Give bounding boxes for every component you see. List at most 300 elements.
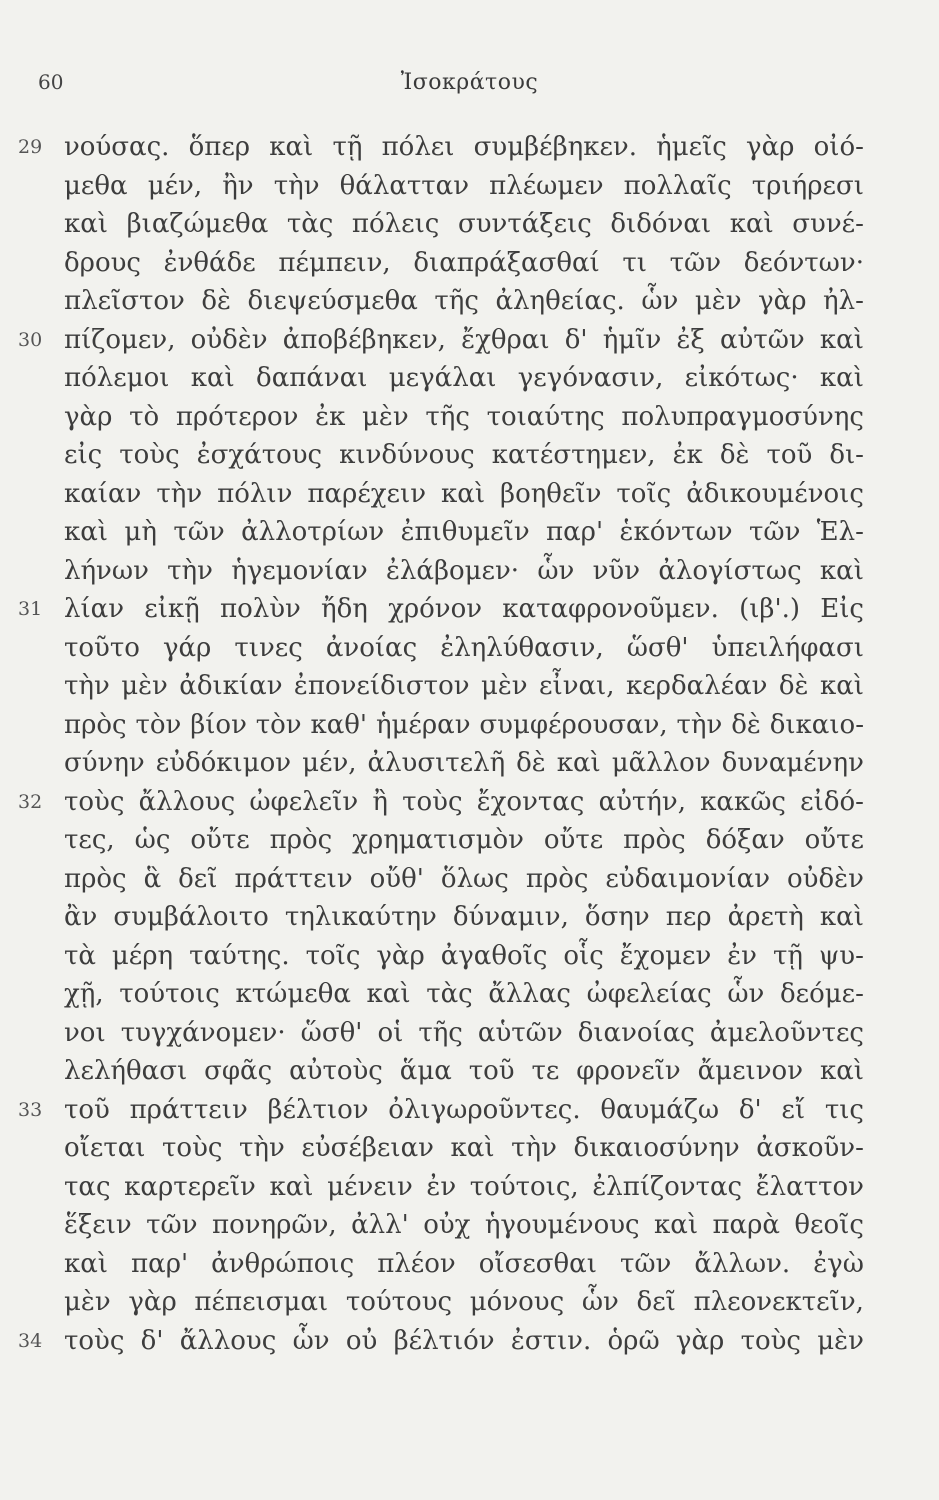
word: νῦν [592,555,641,586]
text-line [18,590,864,629]
word: τῶν [146,1210,198,1240]
word: τὰ [64,940,96,971]
word: ὅπερ [188,132,251,162]
word: ἀληθείας. [495,286,625,316]
word: καὶ [819,1056,864,1086]
word: ἀδικουμένοις [686,478,864,509]
word: καὶ [64,209,109,239]
word: ψυ- [818,940,864,971]
word: πόλεις [351,209,440,239]
word: ἀνθρώποις [211,1248,355,1279]
word: ἑκόντων [619,517,733,547]
word: τις [824,1094,864,1125]
word: τοῖς [305,940,361,971]
word: βέλτιον [267,1094,369,1125]
word: λίαν [64,594,125,624]
word: τε [531,1056,560,1086]
word: μὲν [362,401,409,432]
text-line [64,975,864,1014]
word: εἰκῇ [144,594,200,624]
word: ἡγεμονίαν [231,555,368,586]
word: μὲν [817,1325,864,1356]
word: ἐπονείδιστον [293,671,470,701]
word: τι [622,247,647,278]
word: γὰρ [758,286,807,316]
word: ἄλλας [488,979,571,1009]
word: χρηματισμὸν [352,825,524,855]
word: οὔτε [804,825,864,855]
word: δὲ [719,440,750,470]
word: εἶναι, [539,671,615,701]
word: διαπράξασθαί [413,247,600,278]
text-line [64,898,864,937]
word: παρὰ [712,1210,780,1240]
word: οὔθ' [369,863,424,894]
word: τὴν [239,1133,285,1163]
word: ὥσθ' [626,632,689,663]
word: καὶ [556,748,601,778]
word: διεψεύσμεθα [247,286,418,316]
word: καὶ [729,209,774,239]
word: τούτοις [119,979,220,1009]
text-line [18,1091,864,1130]
word: οὐδὲν [787,863,864,894]
word: βιαζώμεθα [126,209,269,239]
word: δυναμένην [721,748,864,778]
word: τῆς [418,1017,463,1048]
word: ἀλλ' [351,1210,409,1240]
word: αὐτῶν [719,324,805,355]
word: βίον [190,709,247,740]
word: σφᾶς [204,1056,273,1086]
word: τοῦ [64,1094,110,1125]
text-line [64,1014,864,1053]
word: δρους [64,247,141,278]
word: ὥσθ' [300,1017,363,1048]
word: γὰρ [675,1325,725,1356]
word: δεόντων· [743,247,864,278]
word: τοῦτο [64,632,140,663]
word: ἄλλους [138,786,236,817]
word: ἠλ- [823,286,864,316]
word: οὐδὲν [190,324,268,355]
text-line [64,1129,864,1168]
word: δ' [738,1094,762,1125]
word: συνέ- [792,209,864,239]
word: οὔτε [190,825,250,855]
word: πέπεισμαι [194,1287,329,1317]
word: ἐλάβομεν· [385,555,520,586]
text-line [18,783,864,822]
word: νούσας. [64,132,170,162]
text-line [64,359,864,398]
word: ἀσκοῦν- [756,1133,864,1163]
word: ἀποβέβηκεν, [282,324,446,355]
word: ὅσην [584,902,650,932]
section-number: 31 [18,598,43,620]
word: ἀλογίστως [658,555,802,586]
word: γάρ [162,632,212,663]
word: πλεονεκτεῖν, [693,1287,864,1317]
text-line [64,860,864,899]
word: ἕξειν [64,1210,132,1240]
word: ὑπειλήφασι [711,632,864,663]
word: καίαν [64,478,142,509]
word: ἐληλύθασιν, [440,632,604,663]
word: τοὺς [740,1325,801,1356]
text-line [64,244,864,283]
word: ἄλλων. [694,1248,791,1279]
word: τοῦ [468,1056,515,1086]
word: πρότερον [175,401,299,432]
word: τῶν [619,1248,672,1279]
word: καθ' [310,709,368,740]
text-line [64,513,864,552]
word: ἤδη [321,594,368,624]
word: δόξαν [705,825,785,855]
word: καὶ [819,324,864,355]
word: ἀρετὴ [727,902,804,932]
word: οἴσεσθαι [478,1248,597,1279]
word: εἰδό- [800,786,864,817]
word: τῇ [332,132,363,162]
word: βοηθεῖν [500,478,602,509]
text-line [64,167,864,206]
word: δύναμιν, [452,902,569,932]
word: ἐλπίζοντας [592,1171,743,1202]
word: πρὸς [525,863,589,894]
word: δικαιο- [769,709,864,740]
text-line [64,475,864,514]
word: θαυμάζω [600,1094,720,1125]
word: ἢ [372,786,388,817]
text-line [64,1245,864,1284]
word: Εἰς [820,594,864,624]
word: πίζομεν, [64,324,176,355]
word: οἴεται [64,1133,146,1163]
word: γὰρ [746,132,795,162]
word: ἐξ [676,324,705,355]
word: πλέον [377,1248,456,1279]
word: τὸ [129,401,160,432]
word: λελήθασι [64,1056,188,1086]
word: ἀνοίας [325,632,418,663]
word: τες, [64,825,115,855]
word: ὁρῶ [607,1325,660,1356]
word: βέλτιόν [393,1325,495,1356]
word: τῶν [669,247,722,278]
word: παρ' [131,1248,189,1279]
word: θάλατταν [339,170,470,201]
word: καὶ [819,671,864,701]
word: Ἑλ- [816,517,864,547]
word: ἐσχάτους [196,440,323,470]
word: ἂν [64,902,98,932]
word: ἔχοντας [476,786,585,817]
word: τυγχάνομεν· [120,1017,286,1048]
word: διδόναι [610,209,712,239]
word: δὲ [731,709,761,740]
word: τῆς [425,401,470,432]
word: ἀλυσιτελῆ [367,748,506,778]
word: ἅμα [399,1056,452,1086]
word: μὴ [124,517,157,547]
section-number: 29 [18,136,43,158]
word: ἀμελοῦντες [709,1017,864,1048]
word: τοῖς [616,478,672,509]
word: μᾶλλον [611,748,711,778]
word: φρονεῖν [576,1056,681,1086]
word: ὧν [292,1325,330,1356]
word: ὡς [134,825,171,855]
word: τῶν [748,517,801,547]
word: καὶ [819,363,864,393]
word: ἡγουμένους [484,1210,640,1240]
word: καταφρονοῦμεν. [502,594,719,624]
text-line [64,744,864,783]
word: τὰς [286,209,334,239]
word: τὴν [156,478,203,509]
word: ὠφελείας [586,979,712,1009]
word: ταύτης. [189,940,290,971]
word: καρτερεῖν [124,1171,256,1202]
word: ἡμεῖς [656,132,727,162]
word: πρὸς [269,825,333,855]
word: χῇ, [64,979,104,1009]
word: αὑτῶν [477,1017,563,1048]
word: αὐτοὺς [289,1056,383,1086]
word: εὐδόκιμον [155,748,292,778]
word: ὧν [727,979,765,1009]
word: μέν, [147,170,203,201]
text-line [18,1322,864,1361]
word: ἔχθραι [461,324,550,355]
word: πέμπειν, [278,247,391,278]
word: τὸν [255,709,302,740]
word: πράττειν [129,1094,248,1125]
word: δὲ [778,671,809,701]
text-line [64,1052,864,1091]
word: πολλαῖς [623,170,732,201]
word: ἡμῖν [602,324,662,355]
word: πολὺν [219,594,301,624]
text-line [64,398,864,437]
word: εὐδαιμονίαν [605,863,771,894]
word: ἄμεινον [697,1056,804,1086]
word: ὧν [641,286,679,316]
body-text [18,128,864,1360]
word: δ' [564,324,588,355]
word: γεγόνασιν, [517,363,664,393]
word: δεῖ [178,863,218,894]
word: τὴν [511,1133,557,1163]
word: τὴν [64,671,110,701]
word: οὐ [345,1325,378,1356]
text-line [64,282,864,321]
word: πρὸς [64,863,127,894]
word: συμβέβηκεν. [473,132,637,162]
word: μόνους [469,1287,565,1317]
word: καὶ [366,979,411,1009]
word: νοι [64,1017,106,1048]
word: ἃ [143,863,162,894]
text-line [64,1168,864,1207]
word: τηλικαύτην [284,902,437,932]
word: καὶ [819,555,864,586]
word: συμβάλοιτο [113,902,269,932]
word: μέρη [111,940,174,971]
word: τὸν [135,709,182,740]
word: ἐκ [672,440,703,470]
text-line [64,706,864,745]
word: δὲ [201,286,231,316]
word: τοιαύτης [486,401,605,432]
word: ἢν [222,170,254,201]
word: δεῖ [636,1287,676,1317]
text-line [18,321,864,360]
word: μὲν [480,671,528,701]
section-number: 30 [18,328,43,351]
word: τριήρεσι [751,170,864,201]
word: πολυπραγμοσύνης [621,401,864,432]
word: οἱ [377,1017,404,1048]
word: τὴν [167,555,213,586]
word: οἷς [563,940,604,971]
word: κερδαλέαν [625,671,768,701]
word: ἔλαττον [755,1171,864,1202]
word: τοὺς [64,1325,125,1356]
text-line [18,128,864,167]
word: πονηρῶν, [211,1210,337,1240]
word: τοὺς [64,786,125,817]
word: χρόνον [388,594,483,624]
word: ἔχομεν [619,940,712,971]
section-number: 34 [18,1329,43,1352]
word: καὶ [450,1133,495,1163]
word: συμφέρουσαν, [479,709,668,740]
page-number: 60 [38,70,64,94]
word: πρὸς [623,825,686,855]
page-header [0,70,939,100]
word: λήνων [64,555,149,586]
word: πόλεμοι [64,363,170,393]
word: καὶ [441,478,486,509]
word: ἐκ [315,401,346,432]
word: πρὸς [64,709,127,740]
word: τούτοις, [469,1171,579,1202]
word: καὶ [654,1210,699,1240]
word: ὧν [581,1287,619,1317]
word: μὲν [64,1287,111,1317]
word: δεόμε- [780,979,864,1009]
word: καὶ [269,1171,314,1202]
word: παρέχειν [307,478,427,509]
word: μεθα [64,170,128,201]
word: κατέστημεν, [491,440,656,470]
word: τούτους [345,1287,453,1317]
word: ἐνθάδε [163,247,256,278]
word: ἐν [727,940,757,971]
word: τῆς [434,286,479,316]
word: ἐν [426,1171,457,1202]
word: αὐτήν, [598,786,686,817]
word: δικαιοσύνην [573,1133,740,1163]
word: ἐπιθυμεῖν [400,517,530,547]
section-number: 33 [18,1098,43,1121]
word: διανοίας [577,1017,695,1048]
text-line [64,1206,864,1245]
word: πλέωμεν [489,170,604,201]
word: ἄλλους [179,1325,277,1356]
text-line [64,937,864,976]
running-title: Ἰσοκράτους [400,70,539,95]
word: δι- [829,440,864,470]
word: πλεῖστον [64,286,185,316]
word: γὰρ [64,401,113,432]
word: κτώμεθα [235,979,351,1009]
word: ὧν [537,555,575,586]
word: εἰκότως· [684,363,799,393]
text-line [64,629,864,668]
word: ὅλως [440,863,509,894]
word: μὲν [121,671,168,701]
word: μένειν [327,1171,413,1202]
word: τὴν [676,709,723,740]
word: τὰς [426,979,473,1009]
text-line [64,436,864,475]
word: τας [64,1171,111,1202]
word: δ' [140,1325,164,1356]
word: εὐσέβειαν [301,1133,434,1163]
word: σύνην [64,748,145,778]
text-line [64,552,864,591]
word: γὰρ [128,1287,177,1317]
word: ἀγαθοῖς [440,940,548,971]
word: τοῦ [766,440,813,470]
word: εἴ [781,1094,806,1125]
word: συντάξεις [457,209,592,239]
word: τινες [234,632,303,663]
word: οὐχ [423,1210,471,1240]
word: τοὺς [119,440,180,470]
word: οἰό- [813,132,864,162]
word: τῇ [772,940,803,971]
word: ἀλλοτρίων [241,517,385,547]
word: τῶν [173,517,225,547]
word: δὲ [516,748,546,778]
word: κακῶς [700,786,786,817]
word: θεοῖς [794,1210,864,1240]
word: πόλιν [217,478,293,509]
word: γὰρ [376,940,425,971]
word: (ιβ'.) [739,594,801,624]
text-line [64,667,864,706]
word: καὶ [190,363,235,393]
word: οὔτε [543,825,604,855]
word: καὶ [64,1248,109,1279]
word: ἡμέραν [375,709,471,740]
word: ὠφελεῖν [249,786,359,817]
word: εἰς [64,440,103,470]
word: ὀλιγωροῦντες. [388,1094,581,1125]
word: καὶ [64,517,109,547]
word: δαπάναι [256,363,368,393]
text-line [64,1283,864,1322]
word: ἀδικίαν [179,671,283,701]
word: καὶ [269,132,314,162]
word: τὴν [273,170,320,201]
word: πράττειν [234,863,353,894]
